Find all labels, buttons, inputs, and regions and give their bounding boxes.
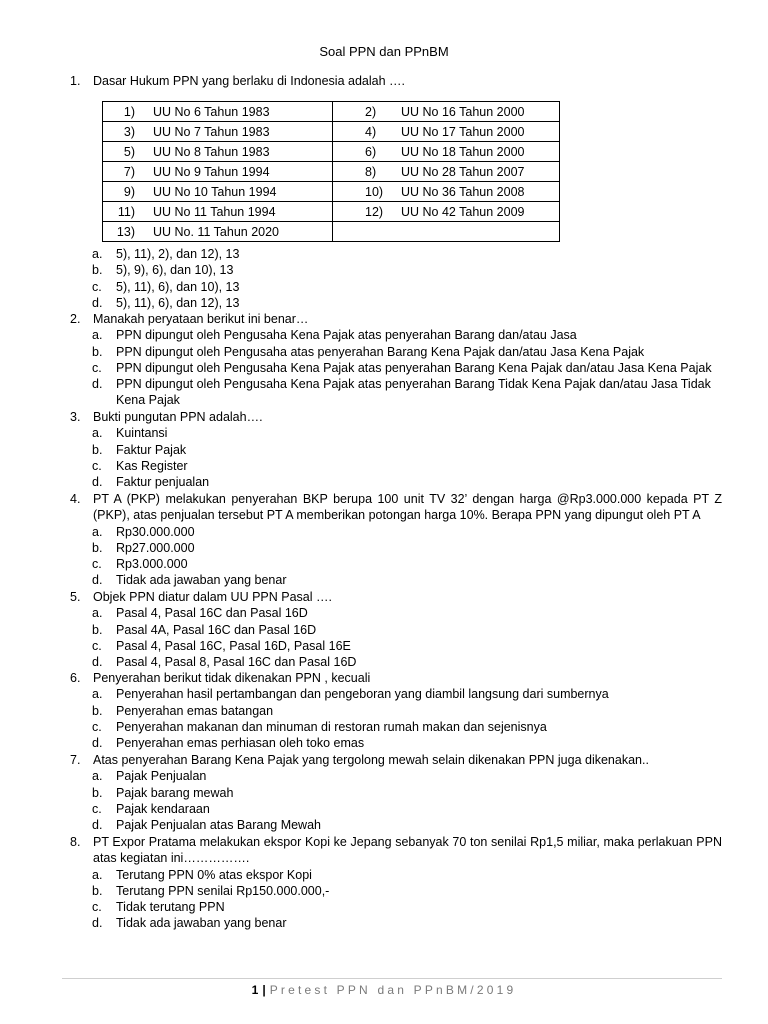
answer-option-a[interactable] (92, 524, 722, 540)
answer-option-a[interactable] (92, 425, 722, 441)
item-number: 1) (123, 104, 135, 119)
option-letter: b. (92, 442, 103, 457)
answer-options (92, 425, 722, 490)
answer-options (92, 605, 722, 670)
question-4 (70, 491, 722, 589)
table-cell (103, 102, 333, 122)
option-text: Penyerahan hasil pertambangan dan pengeboran yang diambil langsung dari sumbernya (116, 687, 609, 702)
question-number: 4. (70, 492, 81, 506)
table-row (103, 182, 560, 202)
option-text: Tidak ada jawaban yang benar (116, 573, 287, 588)
option-letter: d. (92, 573, 103, 588)
answer-option-a[interactable] (92, 327, 722, 343)
question-text: Objek PPN diatur dalam UU PPN Pasal …. (93, 590, 332, 604)
item-number: 2) (365, 104, 377, 119)
option-text: Rp27.000.000 (116, 540, 195, 555)
item-text: UU No 10 Tahun 1994 (153, 184, 277, 199)
answer-option-c[interactable] (92, 801, 722, 817)
question-text: Dasar Hukum PPN yang berlaku di Indonesia adalah …. (93, 74, 405, 88)
option-letter: a. (92, 867, 103, 882)
question-text: PT A (PKP) melakukan penyerahan BKP berupa 100 unit TV 32’ dengan harga @Rp3.000.000 kepada PT Z (PKP), atas penjualan tersebut PT A memberikan potongan harga 10%. Berapa PPN yang dipungut oleh PT A (93, 492, 722, 523)
option-text: Faktur Pajak (116, 442, 187, 457)
table-cell (333, 102, 560, 122)
answer-option-b[interactable] (92, 344, 722, 360)
option-text: Terutang PPN 0% atas ekspor Kopi (116, 867, 312, 882)
option-letter: c. (92, 557, 102, 572)
option-letter: a. (92, 606, 103, 621)
question-8 (70, 834, 722, 932)
answer-option-b[interactable] (92, 703, 722, 719)
table-cell (333, 222, 560, 242)
answer-option-a[interactable] (92, 246, 722, 262)
answer-options (92, 327, 722, 408)
answer-option-d[interactable] (92, 474, 722, 490)
answer-option-c[interactable] (92, 279, 722, 295)
answer-option-b[interactable] (92, 262, 722, 278)
option-letter: a. (92, 328, 103, 343)
option-letter: d. (92, 655, 103, 670)
question-6 (70, 670, 722, 751)
option-letter: a. (92, 524, 103, 539)
table-cell (103, 202, 333, 222)
option-text: Pajak Penjualan (116, 769, 207, 784)
option-text: PPN dipungut oleh Pengusaha Kena Pajak atas penyerahan Barang dan/atau Jasa (116, 328, 577, 343)
answer-option-a[interactable] (92, 686, 722, 702)
answer-option-c[interactable] (92, 458, 722, 474)
answer-option-d[interactable] (92, 572, 722, 588)
item-text: UU No 28 Tahun 2007 (401, 164, 525, 179)
option-letter: b. (92, 263, 103, 278)
option-letter: c. (92, 638, 102, 653)
option-letter: b. (92, 540, 103, 555)
option-letter: b. (92, 344, 103, 359)
answer-option-d[interactable] (92, 735, 722, 751)
option-text: 5), 9), 6), dan 10), 13 (116, 263, 234, 278)
item-text: UU No 11 Tahun 1994 (153, 204, 276, 219)
table-cell (333, 182, 560, 202)
item-text: UU No 6 Tahun 1983 (153, 104, 270, 119)
item-text: UU No 18 Tahun 2000 (401, 144, 525, 159)
answer-option-c[interactable] (92, 556, 722, 572)
table-cell (333, 162, 560, 182)
table-row (103, 222, 560, 242)
question-text: Atas penyerahan Barang Kena Pajak yang tergolong mewah selain dikenakan PPN juga dikenakan.. (93, 753, 649, 767)
option-text: Penyerahan makanan dan minuman di restoran rumah makan dan sejenisnya (116, 719, 547, 734)
item-number: 9) (123, 184, 135, 199)
answer-option-d[interactable] (92, 915, 722, 931)
question-number: 3. (70, 410, 81, 424)
answer-option-c[interactable] (92, 719, 722, 735)
law-reference-table (102, 101, 560, 242)
option-text: Pajak kendaraan (116, 801, 210, 816)
item-text: UU No 36 Tahun 2008 (401, 184, 525, 199)
answer-option-b[interactable] (92, 883, 722, 899)
option-letter: b. (92, 703, 103, 718)
footer-divider (62, 978, 722, 979)
item-text: UU No 16 Tahun 2000 (401, 104, 525, 119)
item-number: 8) (365, 164, 377, 179)
answer-option-b[interactable] (92, 540, 722, 556)
page-number: 1 (251, 983, 259, 997)
option-text: PPN dipungut oleh Pengusaha atas penyerahan Barang Kena Pajak dan/atau Jasa Kena Pajak (116, 344, 645, 359)
question-number: 2. (70, 312, 81, 326)
table-row (103, 142, 560, 162)
option-text: Pasal 4, Pasal 8, Pasal 16C dan Pasal 16D (116, 655, 357, 670)
question-1 (70, 73, 722, 89)
table-cell (333, 122, 560, 142)
question-text: Manakah peryataan berikut ini benar… (93, 312, 309, 326)
option-text: Kuintansi (116, 426, 168, 441)
option-text: 5), 11), 6), dan 12), 13 (116, 295, 240, 310)
answer-option-d[interactable] (92, 654, 722, 670)
answer-option-d[interactable] (92, 295, 722, 311)
answer-options (92, 686, 722, 751)
item-number: 12) (365, 204, 384, 219)
option-letter: a. (92, 769, 103, 784)
option-text: Tidak terutang PPN (116, 900, 225, 915)
option-letter: d. (92, 818, 103, 833)
item-text: UU No 42 Tahun 2009 (401, 204, 525, 219)
option-text: Pasal 4, Pasal 16C, Pasal 16D, Pasal 16E (116, 638, 351, 653)
answer-option-b[interactable] (92, 442, 722, 458)
option-letter: b. (92, 883, 103, 898)
table-cell (103, 142, 333, 162)
option-letter: d. (92, 377, 103, 392)
question-text: Bukti pungutan PPN adalah…. (93, 410, 263, 424)
item-number: 5) (123, 144, 135, 159)
question-3 (70, 409, 722, 490)
option-letter: c. (92, 458, 102, 473)
option-text: Pasal 4A, Pasal 16C dan Pasal 16D (116, 622, 317, 637)
option-text: PPN dipungut oleh Pengusaha Kena Pajak atas penyerahan Barang Tidak Kena Pajak dan/atau Jasa Tidak Kena Pajak (116, 377, 711, 408)
footer-text: Pretest PPN dan PPnBM/2019 (269, 983, 517, 997)
option-text: PPN dipungut oleh Pengusaha Kena Pajak atas penyerahan Barang Kena Pajak dan/atau Jasa Kena Pajak (116, 360, 712, 375)
answer-option-b[interactable] (92, 622, 722, 638)
item-text: UU No 8 Tahun 1983 (153, 144, 270, 159)
item-number: 7) (123, 164, 135, 179)
option-letter: b. (92, 622, 103, 637)
answer-option-d[interactable] (92, 376, 722, 409)
option-letter: d. (92, 475, 103, 490)
table-row (103, 102, 560, 122)
option-text: 5), 11), 2), dan 12), 13 (116, 247, 240, 261)
page-footer (0, 983, 768, 997)
question-text: Penyerahan berikut tidak dikenakan PPN , kecuali (93, 671, 371, 685)
answer-option-c[interactable] (92, 360, 722, 376)
item-number: 3) (123, 124, 135, 139)
question-5 (70, 589, 722, 670)
option-text: Pasal 4, Pasal 16C dan Pasal 16D (116, 606, 308, 621)
option-text: Terutang PPN senilai Rp150.000.000,- (116, 883, 330, 898)
question-number: 8. (70, 835, 81, 849)
item-text: UU No 17 Tahun 2000 (401, 124, 525, 139)
table-cell (103, 182, 333, 202)
footer-separator: | (262, 983, 266, 997)
option-text: Kas Register (116, 458, 188, 473)
table-row (103, 202, 560, 222)
question-1-options (70, 246, 722, 311)
option-letter: c. (92, 360, 102, 375)
option-letter: d. (92, 736, 103, 751)
answer-option-c[interactable] (92, 638, 722, 654)
answer-option-a[interactable] (92, 867, 722, 883)
option-text: 5), 11), 6), dan 10), 13 (116, 279, 240, 294)
question-number: 1. (70, 74, 81, 88)
answer-option-a[interactable] (92, 768, 722, 784)
option-letter: d. (92, 916, 103, 931)
question-number: 5. (70, 590, 81, 604)
option-letter: c. (92, 900, 102, 915)
table-cell (333, 202, 560, 222)
answer-option-a[interactable] (92, 605, 722, 621)
table-row (103, 122, 560, 142)
answer-options (92, 867, 722, 932)
answer-option-d[interactable] (92, 817, 722, 833)
option-letter: a. (92, 687, 103, 702)
item-number: 10) (365, 184, 384, 199)
option-text: Penyerahan emas batangan (116, 703, 274, 718)
option-letter: d. (92, 295, 103, 310)
item-text: UU No 7 Tahun 1983 (153, 124, 270, 139)
item-number: 13) (116, 224, 135, 239)
table-row (103, 162, 560, 182)
option-text: Pajak barang mewah (116, 785, 234, 800)
answer-options (92, 246, 722, 311)
option-letter: a. (92, 426, 103, 441)
option-text: Tidak ada jawaban yang benar (116, 916, 287, 931)
option-letter: a. (92, 247, 103, 261)
option-text: Rp30.000.000 (116, 524, 195, 539)
option-letter: c. (92, 801, 102, 816)
table-cell (103, 122, 333, 142)
question-text: PT Expor Pratama melakukan ekspor Kopi ke Jepang sebanyak 70 ton senilai Rp1,5 miliar, maka perlakuan PPN atas kegiatan ini……………. (93, 835, 722, 866)
option-letter: c. (92, 279, 102, 294)
option-letter: b. (92, 785, 103, 800)
table-cell (103, 162, 333, 182)
answer-options (92, 524, 722, 589)
page-title: Soal PPN dan PPnBM (319, 44, 449, 59)
option-text: Faktur penjualan (116, 475, 210, 490)
answer-option-b[interactable] (92, 785, 722, 801)
item-number: 11) (117, 204, 135, 219)
answer-options (92, 768, 722, 833)
item-number: 6) (365, 144, 377, 159)
question-7 (70, 752, 722, 833)
answer-option-c[interactable] (92, 899, 722, 915)
item-number: 4) (365, 124, 377, 139)
option-letter: c. (92, 719, 102, 734)
option-text: Rp3.000.000 (116, 557, 188, 572)
table-cell (333, 142, 560, 162)
option-text: Penyerahan emas perhiasan oleh toko emas (116, 736, 365, 751)
question-2 (70, 311, 722, 409)
item-text: UU No. 11 Tahun 2020 (153, 224, 280, 239)
option-text: Pajak Penjualan atas Barang Mewah (116, 818, 321, 833)
table-cell (103, 222, 333, 242)
question-number: 6. (70, 671, 81, 685)
question-number: 7. (70, 753, 81, 767)
item-text: UU No 9 Tahun 1994 (153, 164, 270, 179)
